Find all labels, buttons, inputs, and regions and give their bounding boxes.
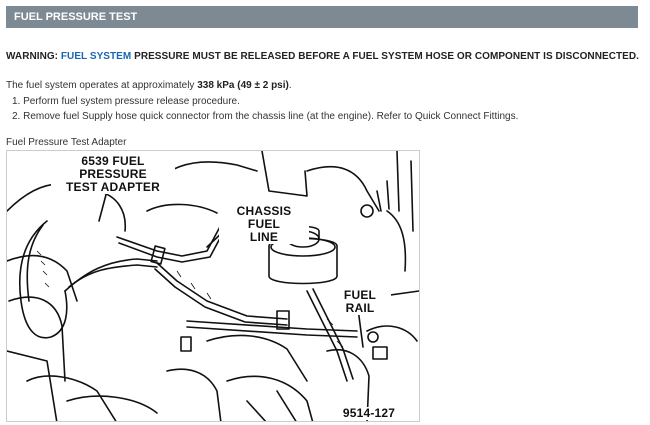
warning-suffix: PRESSURE MUST BE RELEASED BEFORE A FUEL SYSTEM HOSE OR COMPONENT IS DISCONNECTED. [131, 51, 639, 62]
figure-caption: Fuel Pressure Test Adapter [6, 137, 127, 148]
warning-text [6, 51, 639, 62]
step-2: 2. Remove fuel Supply hose quick connector from the chassis line (at the engine). Refer to Quick Connect Fittings. [12, 111, 519, 122]
adapter-label [51, 155, 175, 194]
fuel-pressure-test-figure [6, 150, 420, 422]
adapter-label-line-2: TEST ADAPTER [66, 180, 160, 194]
step-1: 1. Perform fuel system pressure release procedure. [12, 96, 240, 107]
figure-code-text: 9514-127 [342, 406, 396, 420]
chassis-line-label [219, 205, 309, 244]
warning-prefix: WARNING: [6, 51, 61, 62]
fuel-rail-label-text: FUEL RAIL [343, 288, 377, 315]
section-header: FUEL PRESSURE TEST [6, 6, 638, 28]
fuel-rail-label [329, 289, 391, 315]
chassis-label-line-1: CHASSIS FUEL [236, 204, 292, 231]
procedure-steps [6, 94, 518, 124]
figure-code-label [337, 407, 401, 420]
fuel-system-link[interactable]: FUEL SYSTEM [60, 51, 132, 62]
pressure-value: 338 kPa (49 ± 2 psi) [197, 80, 289, 91]
chassis-label-line-2: LINE [249, 230, 279, 244]
intro-prefix: The fuel system operates at approximately [6, 80, 198, 91]
intro-suffix: . [288, 80, 292, 91]
intro-text [6, 80, 292, 91]
adapter-label-line-1: 6539 FUEL PRESSURE [79, 154, 147, 181]
